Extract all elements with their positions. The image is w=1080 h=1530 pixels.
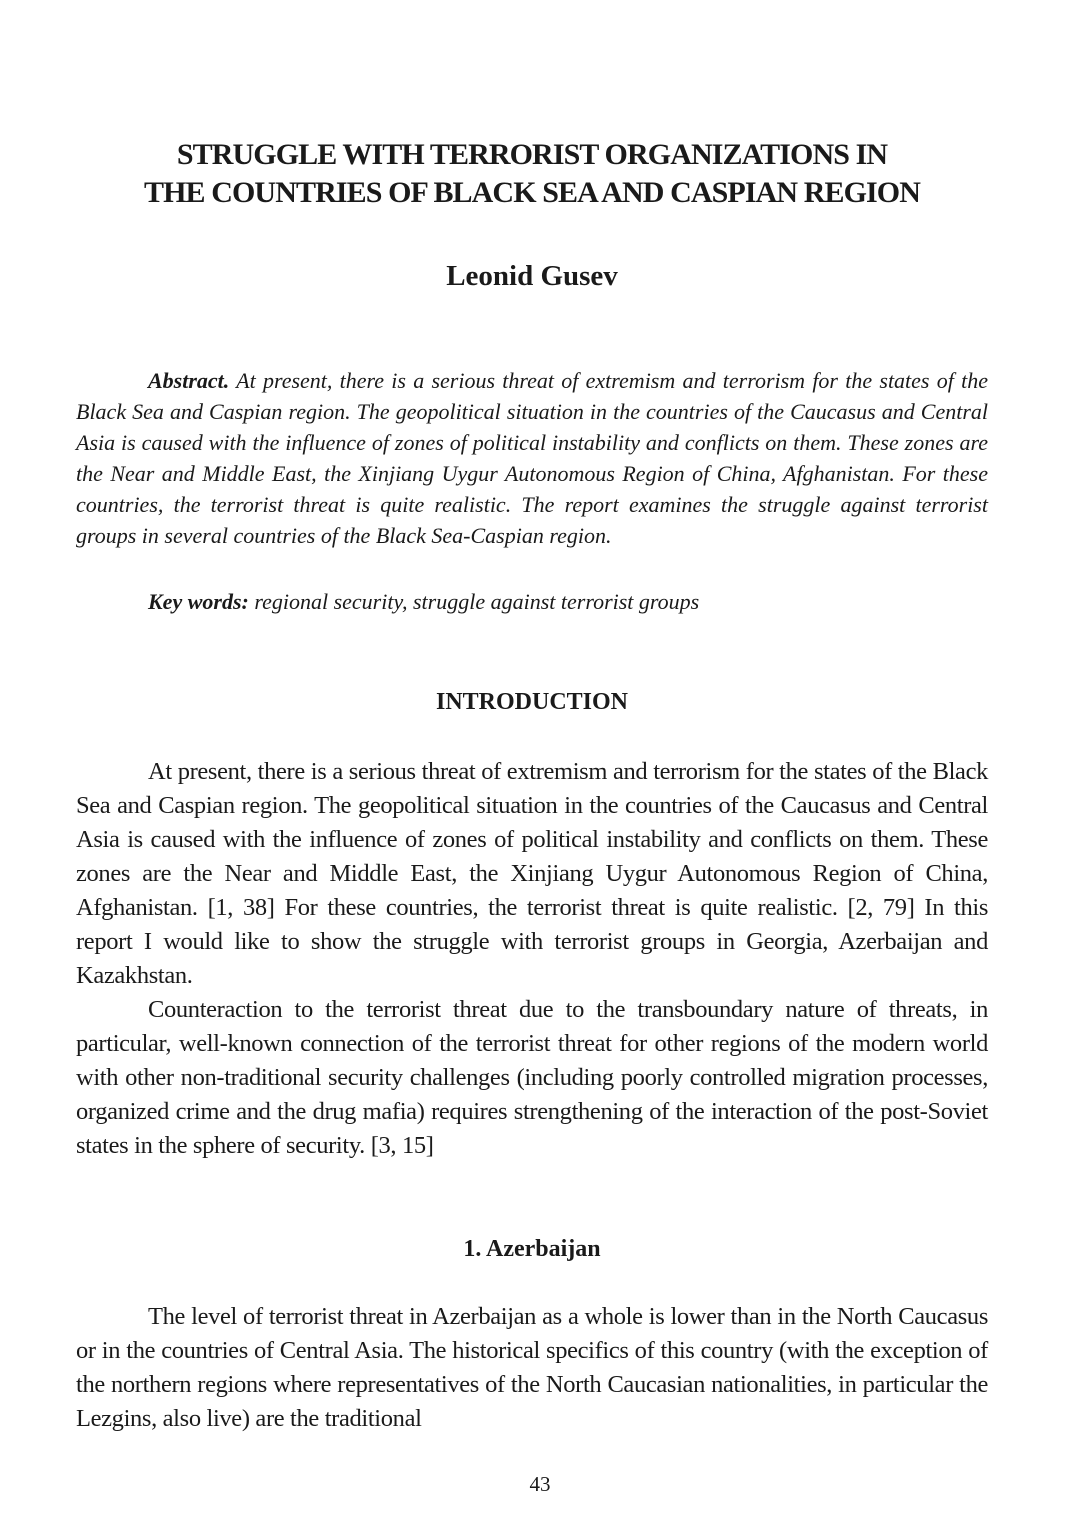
abstract-text: At present, there is a serious threat of extremism and terrorism for the states of the Black Sea and Caspian region. The geopolitical situation in the countries of the Caucasus and Central Asia is caused with the influence of zones of political instability and conflicts on them. These zones are the Near and Middle East, the Xinjiang Uygur Autonomous Region of China, Afghanistan. For these countries, the terrorist threat is quite realistic. The report examines the struggle against terrorist groups in several countries of the Black Sea-Caspian region. (76, 368, 988, 548)
introduction-paragraph-1: At present, there is a serious threat of extremism and terrorism for the states of the Black Sea and Caspian region. The geopolitical situation in the countries of the Caucasus and Central Asia is caused with the influence of zones of political instability and conflicts on them. These zones are the Near and Middle East, the Xinjiang Uygur Autonomous Region of China, Afghanistan. [1, 38] For these countries, the terrorist threat is quite realistic. [2, 79] In this report I would like to show the struggle with terrorist groups in Georgia, Azerbaijan and Kazakhstan. (76, 758, 988, 989)
azerbaijan-paragraph-1: The level of terrorist threat in Azerbaijan as a whole is lower than in the North Caucasus or in the countries of Central Asia. The historical specifics of this country (with the exception of the northern regions where representatives of the North Caucasian nationalities, in particular the Lezgins, also live) are the traditional (76, 1303, 988, 1432)
abstract (76, 366, 988, 551)
keywords-text: regional security, struggle against terrorist groups (254, 589, 700, 614)
abstract-label: Abstract. (148, 368, 230, 393)
author-name: Leonid Gusev (446, 260, 618, 292)
introduction-heading: INTRODUCTION (435, 689, 629, 715)
introduction-paragraph-2: Counteraction to the terrorist threat due to the transboundary nature of threats, in particular, well-known connection of the terrorist threat for other regions of the modern world with other non-traditional security challenges (including poorly controlled migration processes, organized crime and the drug mafia) requires strengthening of the interaction of the post-Soviet states in the sphere of security. [3, 15] (76, 996, 988, 1159)
keywords-label: Key words: (148, 589, 249, 614)
section-heading-azerbaijan: 1. Azerbaijan (463, 1236, 601, 1262)
article-title (76, 136, 988, 212)
keywords (76, 586, 988, 617)
title-line-1: STRUGGLE WITH TERRORIST ORGANIZATIONS IN (176, 138, 888, 171)
page-number: 43 (529, 1472, 551, 1496)
title-line-2: THE COUNTRIES OF BLACK SEA AND CASPIAN REGION (143, 176, 921, 209)
